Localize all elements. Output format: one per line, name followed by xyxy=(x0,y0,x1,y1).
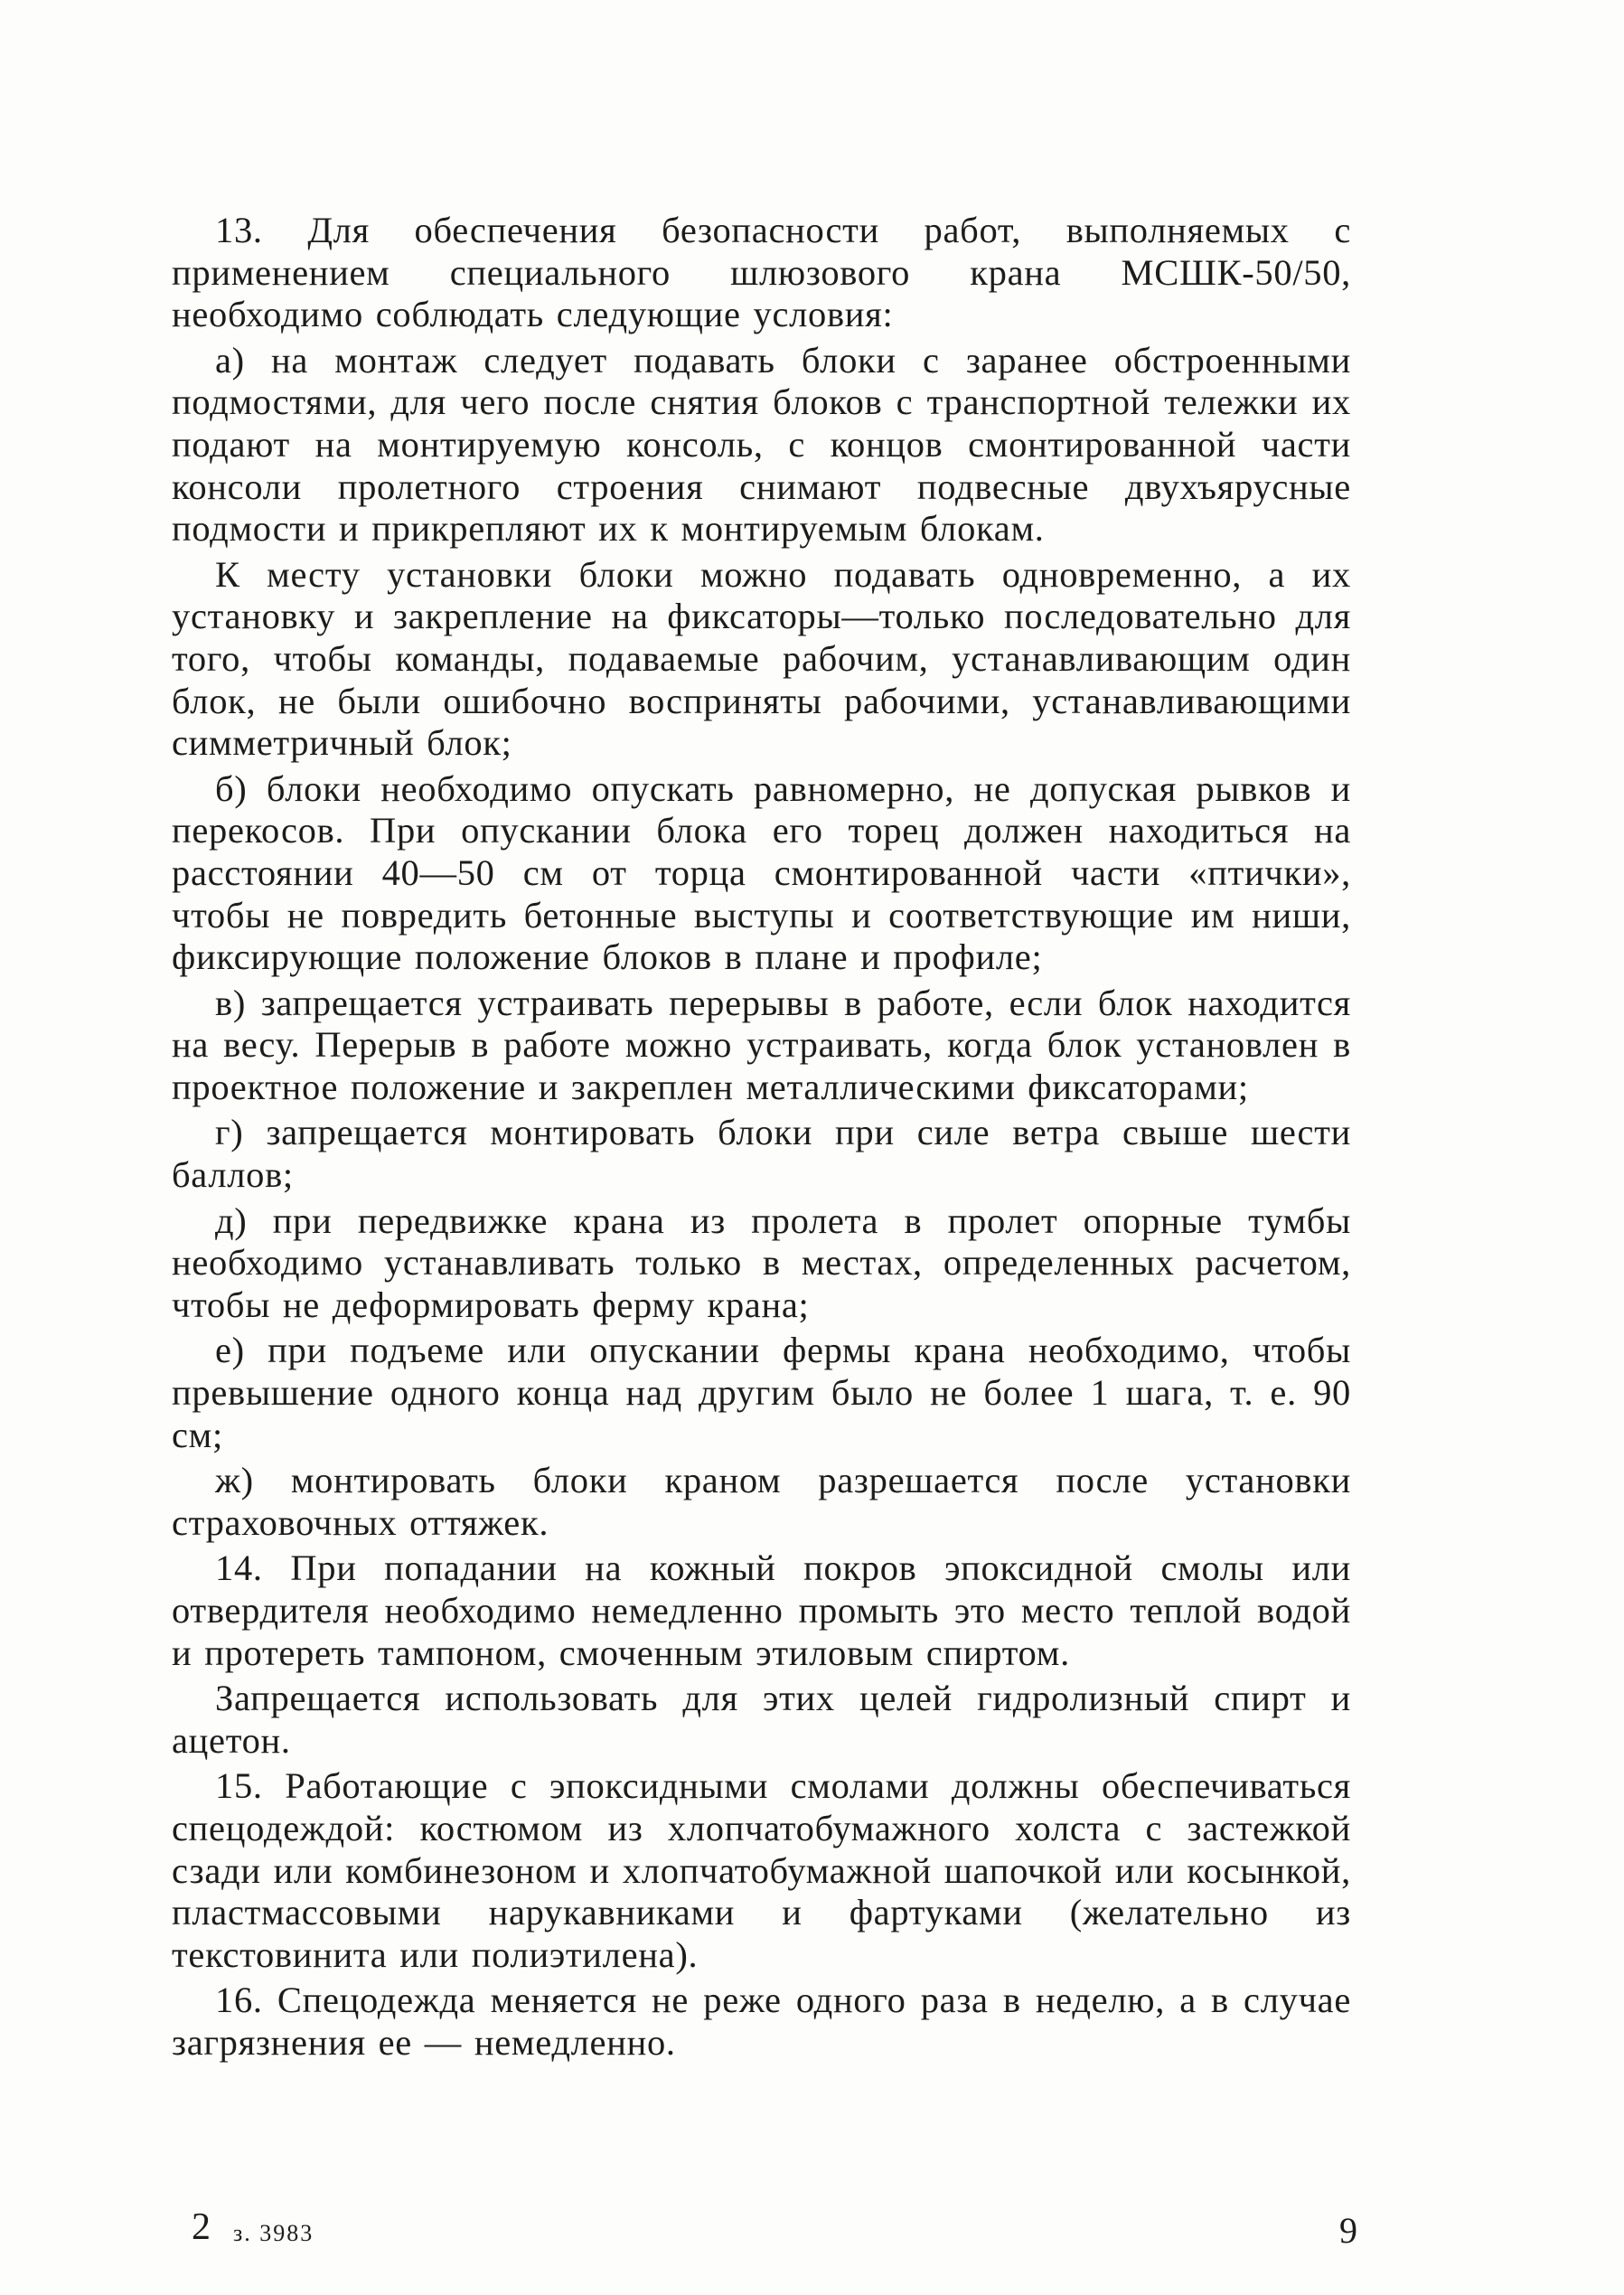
paragraph-13: 13. Для обеспечения безопасности работ, выполняемых с применением специального шлюзового крана МСШК-50/50, необходимо соблюдать следующие условия: xyxy=(172,210,1351,335)
body-text xyxy=(172,210,1351,2068)
print-order-number: з. 3983 xyxy=(233,2220,314,2246)
paragraph-15: 15. Работающие с эпоксидными смолами должны обеспечиваться спецодеждой: костюмом из хлопчатобумажного холста с застежкой сзади или комбинезоном и хлопчатобумажной шапочкой или косынкой, пластмассовыми нарукавниками и фартуками (желательно из текстовинита или полиэтилена). xyxy=(172,1765,1351,1975)
paragraph-14: 14. При попадании на кожный покров эпоксидной смолы или отвердителя необходимо немедленно промыть это место теплой водой и протереть тампоном, смоченным этиловым спиртом. xyxy=(172,1547,1351,1673)
signature-number: 2 xyxy=(192,2206,211,2248)
item-a: а) на монтаж следует подавать блоки с заранее обстроенными подмостями, для чего после снятия блоков с транспортной тележки их подают на монтируемую консоль, с концов смонтированной части консоли пролетного строения снимают подвесные двухъярусные подмости и прикрепляют их к монтируемым блокам. xyxy=(172,339,1351,550)
item-d: д) при передвижке крана из пролета в пролет опорные тумбы необходимо устанавливать только в местах, определенных расчетом, чтобы не деформировать ферму крана; xyxy=(172,1199,1351,1325)
item-zh: ж) монтировать блоки краном разрешается после установки страховочных оттяжек. xyxy=(172,1460,1351,1543)
page-footer xyxy=(0,2206,1624,2260)
item-b: б) блоки необходимо опускать равномерно, не допуская рывков и перекосов. При опускании блока его торец должен находиться на расстоянии 40—50 см от торца смонтированной части «птички», чтобы не повредить бетонные выступы и соответствующие им ниши, фиксирующие положение блоков в плане и профиле; xyxy=(172,767,1351,978)
item-g: г) запрещается монтировать блоки при силе ветра свыше шести баллов; xyxy=(172,1112,1351,1196)
item-a-continued: К месту установки блоки можно подавать одновременно, а их установку и закрепление на фиксаторы—только последовательно для того, чтобы команды, подаваемые рабочим, устанавливающим один блок, не были ошибочно восприняты рабочими, устанавливающими симметричный блок; xyxy=(172,553,1351,764)
item-v: в) запрещается устраивать перерывы в работе, если блок находится на весу. Перерыв в работе можно устраивать, когда блок установлен в проектное положение и закреплен металлическими фиксаторами; xyxy=(172,982,1351,1107)
page-number: 9 xyxy=(1339,2210,1357,2251)
paragraph-14-note: Запрещается использовать для этих целей гидролизный спирт и ацетон. xyxy=(172,1678,1351,1761)
paragraph-16: 16. Спецодежда меняется не реже одного раза в неделю, а в случае загрязнения ее — немедленно. xyxy=(172,1980,1351,2063)
item-e: е) при подъеме или опускании фермы крана необходимо, чтобы превышение одного конца над другим было не более 1 шага, т. е. 90 см; xyxy=(172,1330,1351,1455)
